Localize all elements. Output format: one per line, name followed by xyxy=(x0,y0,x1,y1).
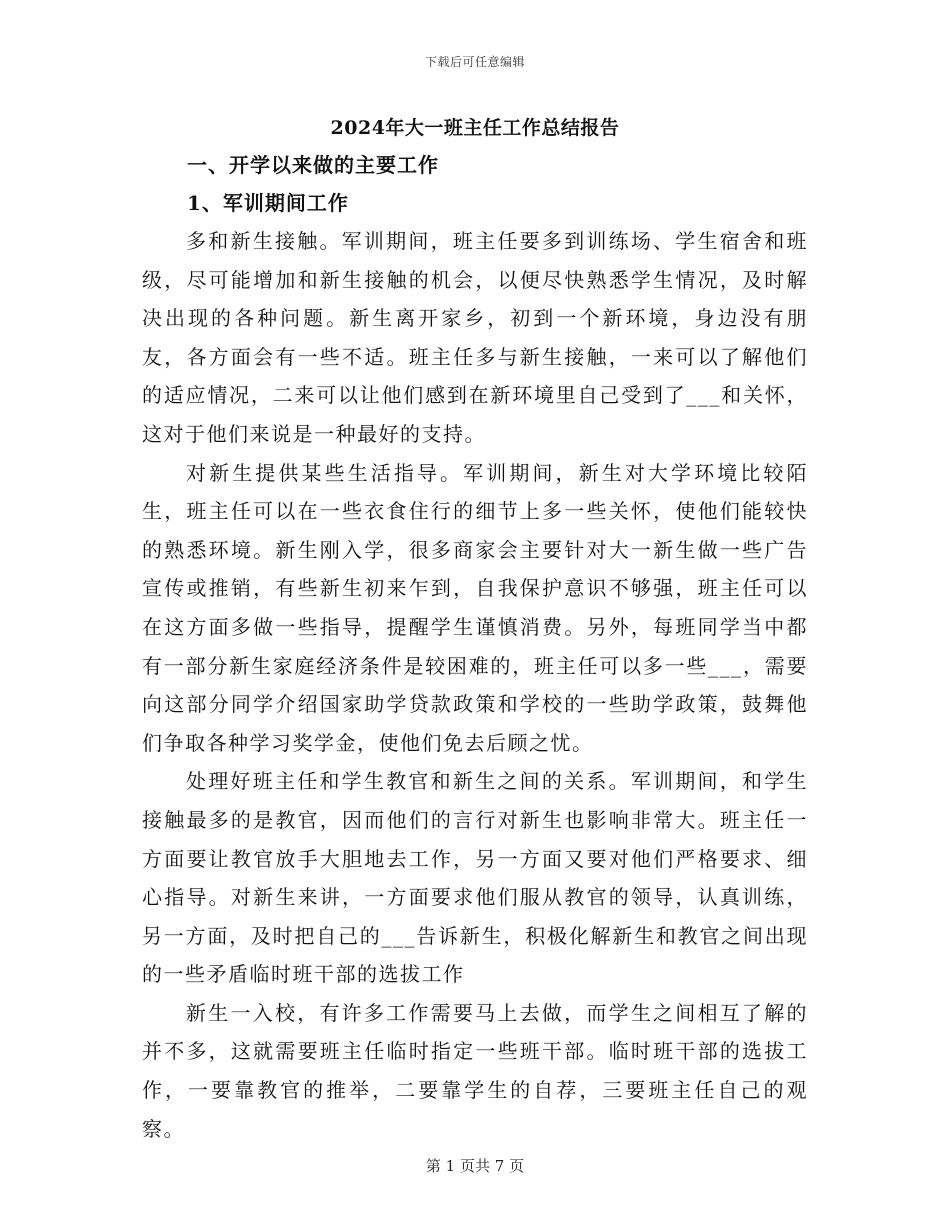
subsection-heading: 1、军训期间工作 xyxy=(187,191,349,215)
paragraph-2: 对新生提供某些生活指导。军训期间，新生对大学环境比较陌生，班主任可以在一些衣食住行的细节上多一些关怀，使他们能较快的熟悉环境。新生刚入学，很多商家会主要针对大一新生做一些广告宣传或推销，有些新生初来乍到，自我保护意识不够强，班主任可以在这方面多做一些指导，提醒学生谨慎消费。另外，每班同学当中都有一部分新生家庭经济条件是较困难的，班主任可以多一些___，需要向这部分同学介绍国家助学贷款政策和学校的一些助学政策，鼓舞他们争取各种学习奖学金，使他们免去后顾之忧。 xyxy=(142,460,808,755)
paragraph-1: 多和新生接触。军训期间，班主任要多到训练场、学生宿舍和班级，尽可能增加和新生接触的机会，以便尽快熟悉学生情况，及时解决出现的各种问题。新生离开家乡，初到一个新环境，身边没有朋友，各方面会有一些不适。班主任多与新生接触，一来可以了解他们的适应情况，二来可以让他们感到在新环境里自己受到了___和关怀，这对于他们来说是一种最好的支持。 xyxy=(142,229,808,446)
document-body xyxy=(142,112,808,1148)
document-title: 2024年大一班主任工作总结报告 xyxy=(330,117,620,139)
section-heading: 一、开学以来做的主要工作 xyxy=(187,153,439,177)
paragraph-3: 处理好班主任和学生教官和新生之间的关系。军训期间，和学生接触最多的是教官，因而他们的言行对新生也影响非常大。班主任一方面要让教官放手大胆地去工作，另一方面又要对他们严格要求、细心指导。对新生来讲，一方面要求他们服从教官的领导，认真训练，另一方面，及时把自己的___告诉新生，积极化解新生和教官之间出现的一些矛盾临时班干部的选拔工作 xyxy=(142,769,808,987)
paragraph-4: 新生一入校，有许多工作需要马上去做，而学生之间相互了解的并不多，这就需要班主任临时指定一些班干部。临时班干部的选拔工作，一要靠教官的推举，二要靠学生的自荐，三要班主任自己的观察。 xyxy=(142,1000,808,1141)
header-note: 下载后可任意编辑 xyxy=(424,55,525,69)
page-number: 第 1 页共 7 页 xyxy=(425,1157,525,1175)
